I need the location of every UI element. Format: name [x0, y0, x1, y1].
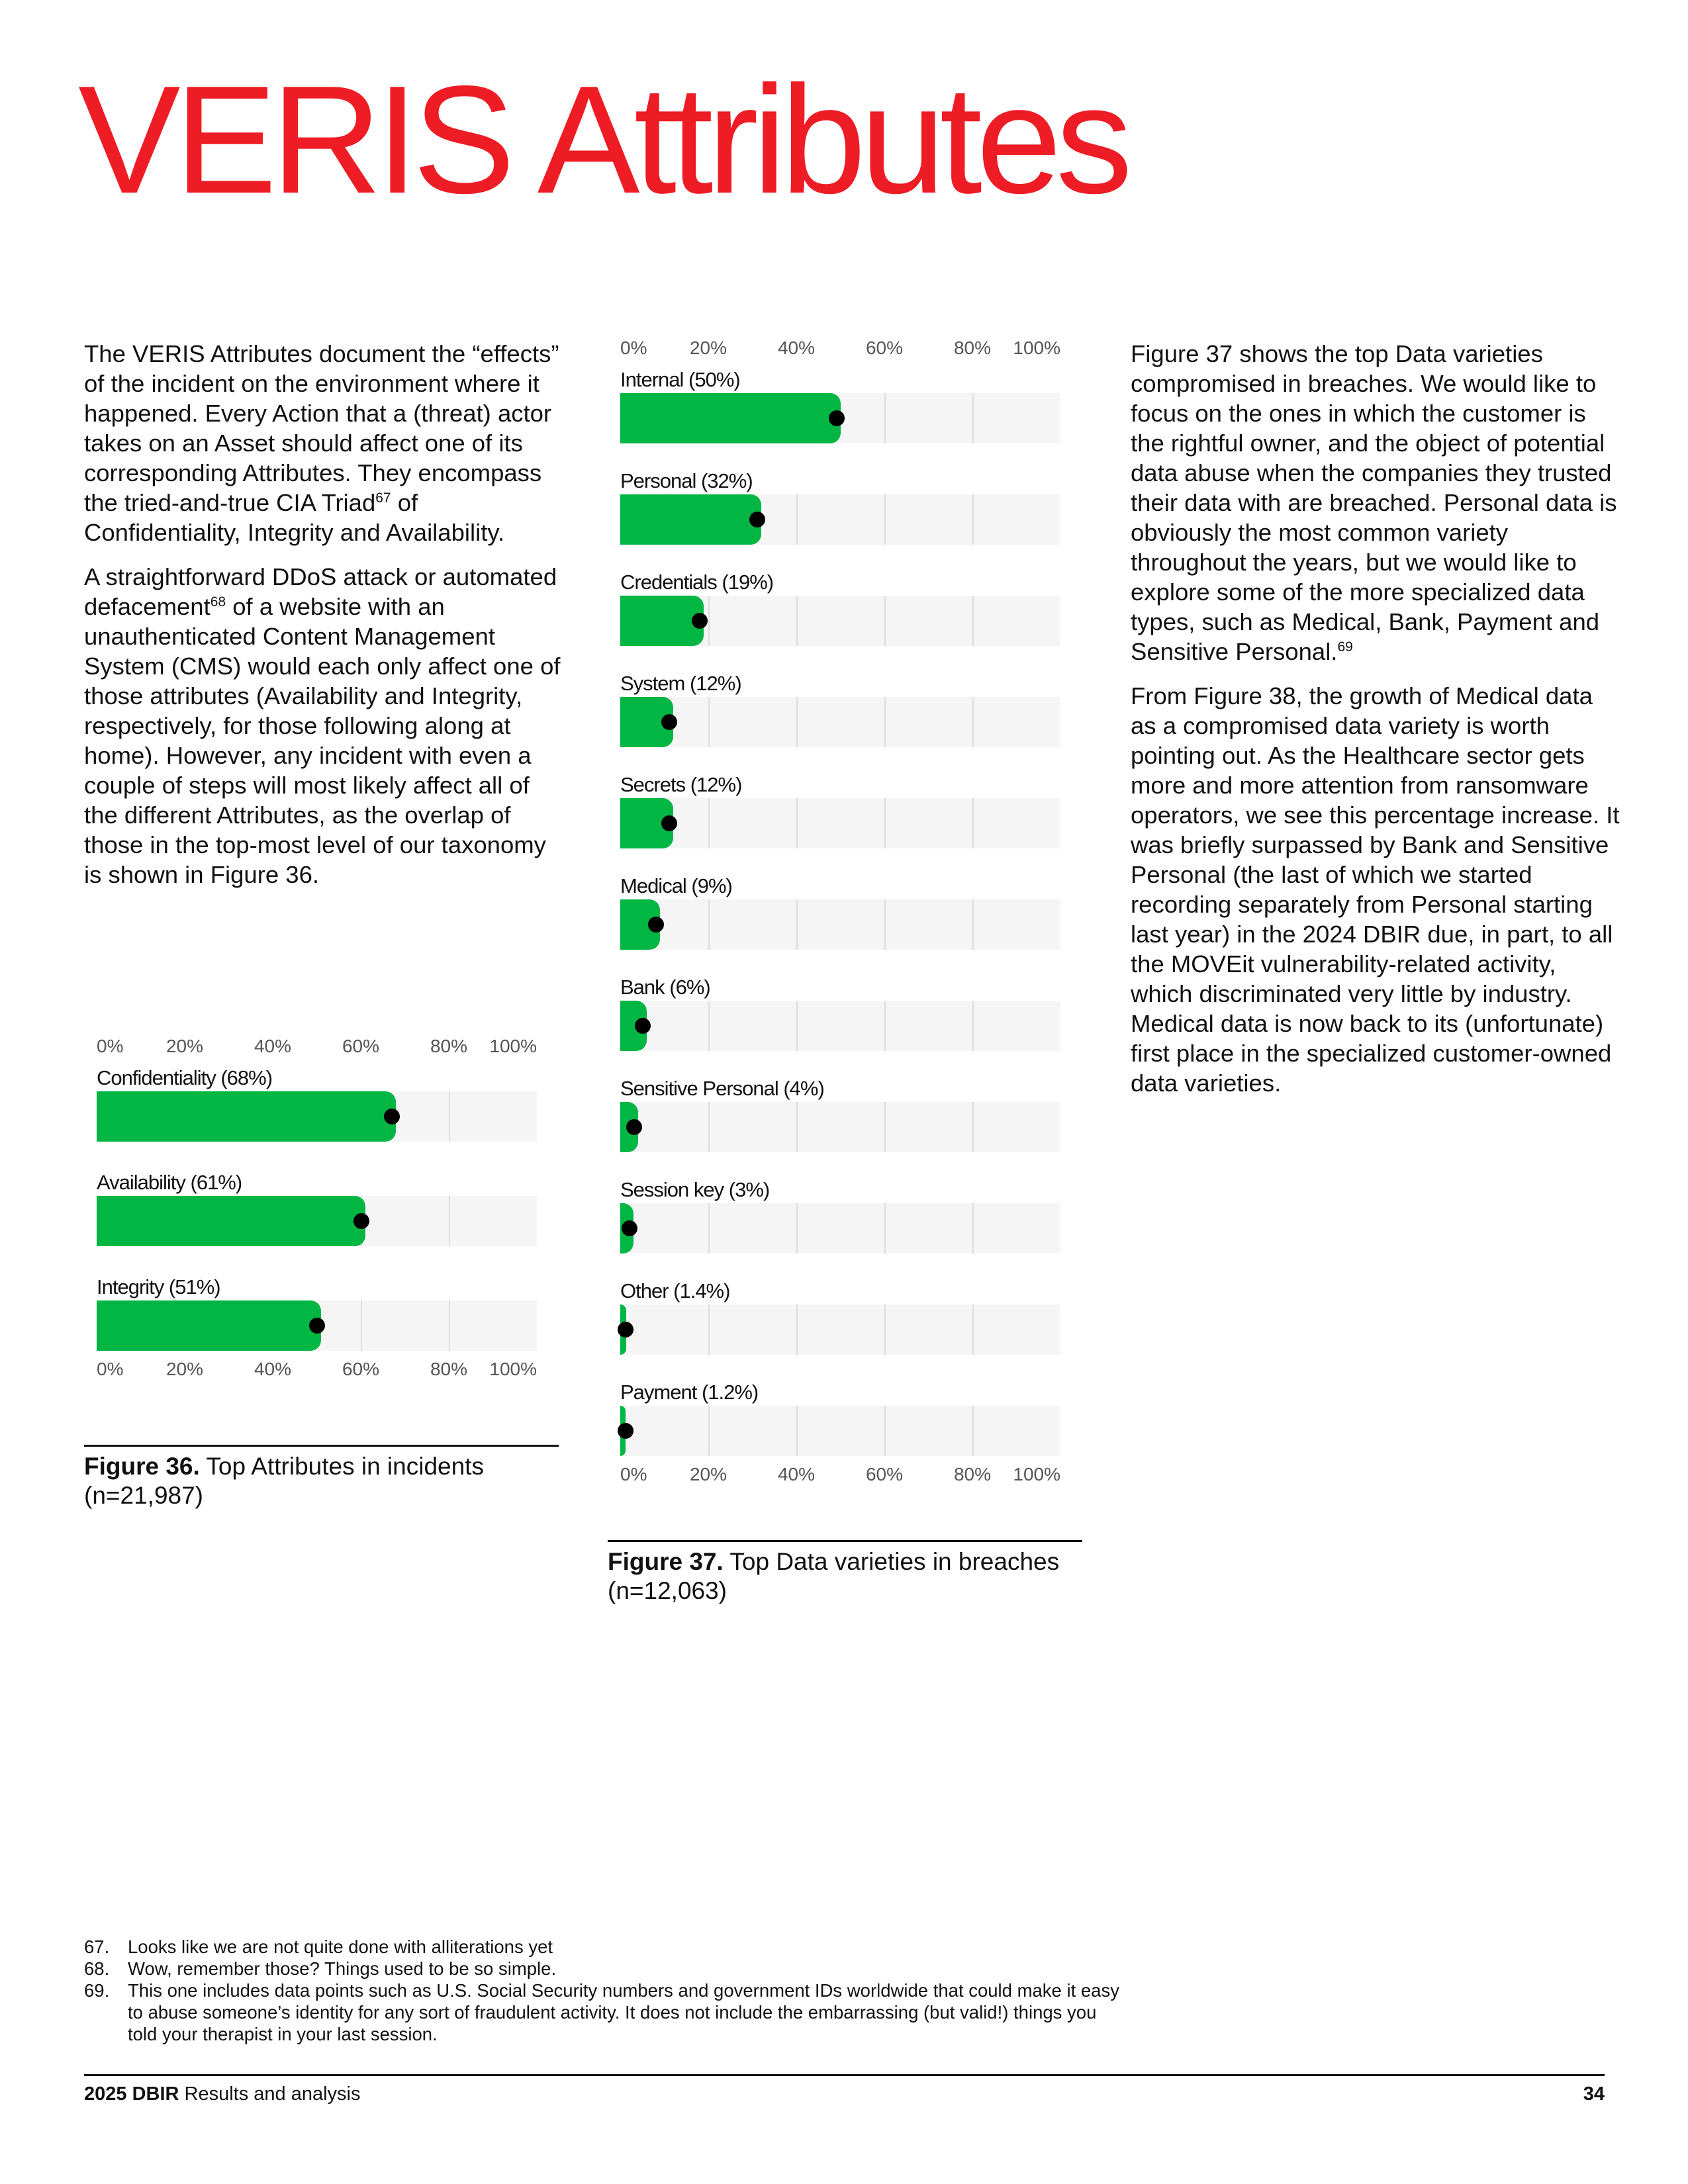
figure-36-chart — [97, 1036, 537, 1388]
x-tick-label: 80% — [953, 1464, 992, 1484]
left-paragraph — [84, 339, 561, 547]
value-marker — [661, 815, 677, 831]
figure-36-label: Figure 36. — [84, 1453, 200, 1480]
bar-row — [620, 569, 1060, 646]
bar-row — [97, 1169, 537, 1246]
x-tick-label: 80% — [430, 1359, 468, 1379]
x-tick-label: 100% — [489, 1036, 537, 1056]
x-tick-label: 100% — [489, 1359, 537, 1379]
x-tick-label: 20% — [165, 1036, 204, 1056]
bar-track — [620, 494, 1060, 545]
bar-row — [620, 1177, 1060, 1253]
bar-label: Internal (50%) — [620, 368, 740, 391]
page-number: 34 — [1583, 2083, 1605, 2105]
page-title: VERIS Attributes — [78, 54, 1127, 226]
paragraph-text: of a website with an unauthenticated Content Management System (CMS) would each only affect one of those attributes (Availability and Integrity, respectively, for those following along at home). However, any incident with even a couple of steps will most likely affect all of the different Attributes, as the overlap of those in the top-most level of our taxonomy is shown in Figure 36. — [84, 593, 561, 888]
x-tick-label: 100% — [1013, 338, 1060, 358]
bar-track — [620, 1203, 1060, 1253]
bar-label: Bank (6%) — [620, 976, 710, 999]
bar-track — [620, 1406, 1060, 1456]
bar-track — [620, 1001, 1060, 1051]
value-marker — [618, 1322, 633, 1338]
gridline — [972, 1001, 974, 1051]
gridline — [972, 697, 974, 747]
footnote-number: 69. — [84, 1980, 110, 2001]
footnote — [84, 1958, 1130, 1979]
bar-track — [620, 1304, 1060, 1355]
bar-row — [620, 670, 1060, 747]
bar-label: Confidentiality (68%) — [97, 1066, 273, 1089]
footnote-ref: 69 — [1337, 639, 1353, 655]
bar-label: Secrets (12%) — [620, 773, 742, 796]
value-marker — [749, 512, 765, 527]
value-marker — [384, 1109, 400, 1124]
x-tick-label: 80% — [430, 1036, 468, 1056]
footer-report-title — [84, 2083, 361, 2105]
gridline — [708, 1203, 710, 1253]
bar-track — [620, 393, 1060, 443]
x-tick-label: 40% — [254, 1359, 292, 1379]
gridline — [884, 494, 886, 545]
x-tick-label: 40% — [777, 1464, 816, 1484]
bar-track — [620, 697, 1060, 747]
value-marker — [622, 1220, 637, 1236]
bar-label: Sensitive Personal (4%) — [620, 1077, 824, 1100]
bar — [97, 1091, 396, 1142]
gridline — [708, 1001, 710, 1051]
x-tick-label: 0% — [97, 1036, 124, 1056]
value-marker — [309, 1318, 325, 1334]
bar-label: Other (1.4%) — [620, 1279, 730, 1302]
paragraph-text: of Confidentiality, Integrity and Availability. — [84, 489, 505, 546]
bar-label: System (12%) — [620, 672, 741, 695]
bar-row — [620, 974, 1060, 1051]
x-tick-label: 0% — [97, 1359, 124, 1379]
footnote-text: This one includes data points such as U.S. Social Security numbers and government IDs worldwide that could make it easy to abuse someone’s identity for any sort of fraudulent activity. It does not include the embarrassing (but valid!) things you told your therapist in your last session. — [128, 1980, 1119, 2044]
bar — [620, 393, 841, 443]
figure-37-rule — [608, 1540, 1082, 1542]
x-tick-label: 20% — [165, 1359, 204, 1379]
footnote-text: Wow, remember those? Things used to be so simple. — [128, 1958, 557, 1979]
gridline — [796, 1304, 798, 1355]
gridline — [972, 1406, 974, 1456]
bar-label: Personal (32%) — [620, 469, 753, 492]
value-marker — [635, 1018, 651, 1034]
x-axis-top — [620, 338, 1060, 367]
gridline — [972, 393, 974, 443]
x-tick-label: 100% — [1013, 1464, 1060, 1484]
gridline — [884, 596, 886, 646]
bar-label: Payment (1.2%) — [620, 1381, 759, 1404]
bar-track — [620, 1102, 1060, 1152]
x-tick-label: 40% — [777, 338, 816, 358]
paragraph-text: From Figure 38, the growth of Medical data as a compromised data variety is worth pointing out. As the Healthcare sector gets more and more attention from ransomware operators, we see this percentage increase. It was briefly surpassed by Bank and Sensitive Personal (the last of which we started recording separately from Personal starting last year) in the 2024 DBIR due, in part, to all the MOVEit vulnerability-related activity, which discriminated very little by industry. Medical data is now back to its (unfortunate) first place in the specialized customer-owned data varieties. — [1131, 682, 1620, 1097]
x-tick-label: 0% — [620, 338, 647, 358]
footnote-number: 67. — [84, 1936, 110, 1957]
x-axis-bottom — [620, 1464, 1060, 1493]
gridline — [708, 1102, 710, 1152]
gridline — [796, 697, 798, 747]
figure-37-chart — [620, 338, 1060, 1493]
bar — [97, 1196, 365, 1246]
gridline — [708, 1304, 710, 1355]
x-tick-label: 0% — [620, 1464, 647, 1484]
x-axis-top — [97, 1036, 537, 1065]
bar-track — [620, 596, 1060, 646]
figure-36-caption — [84, 1452, 574, 1510]
paragraph-text: A straightforward DDoS attack or automated defacement — [84, 563, 557, 620]
x-tick-label: 60% — [342, 1036, 380, 1056]
figure-37-caption-text: Top Data varieties in breaches (n=12,063) — [608, 1548, 1060, 1604]
footnote — [84, 1979, 1130, 2045]
bar-row — [620, 367, 1060, 443]
x-tick-label: 60% — [865, 1464, 904, 1484]
bar — [97, 1300, 321, 1351]
gridline — [708, 1406, 710, 1456]
gridline — [361, 1300, 362, 1351]
x-tick-label: 20% — [689, 1464, 727, 1484]
x-tick-label: 60% — [865, 338, 904, 358]
gridline — [708, 899, 710, 950]
gridline — [972, 1304, 974, 1355]
bar-row — [620, 873, 1060, 950]
figure-36-caption-text: Top Attributes in incidents (n=21,987) — [84, 1453, 484, 1509]
gridline — [884, 697, 886, 747]
footnote-number: 68. — [84, 1958, 110, 1979]
gridline — [796, 494, 798, 545]
left-paragraph — [84, 562, 561, 889]
footer-rule — [84, 2074, 1605, 2076]
gridline — [884, 393, 886, 443]
footnote-ref: 68 — [210, 594, 226, 610]
bar-track — [620, 899, 1060, 950]
figure-37-label: Figure 37. — [608, 1548, 724, 1575]
gridline — [708, 697, 710, 747]
right-paragraph — [1131, 339, 1620, 666]
gridline — [972, 494, 974, 545]
value-marker — [692, 613, 708, 629]
bar-track — [97, 1196, 537, 1246]
gridline — [796, 798, 798, 848]
bar-row — [97, 1065, 537, 1142]
gridline — [884, 1001, 886, 1051]
value-marker — [626, 1119, 642, 1135]
bar-label: Credentials (19%) — [620, 570, 774, 594]
footnotes — [84, 1936, 1130, 2045]
value-marker — [829, 410, 845, 426]
bar-label: Availability (61%) — [97, 1171, 242, 1194]
bar-row — [620, 468, 1060, 545]
bar-row — [620, 1278, 1060, 1355]
value-marker — [661, 714, 677, 730]
bar-track — [97, 1091, 537, 1142]
gridline — [796, 1001, 798, 1051]
gridline — [708, 798, 710, 848]
bar-row — [620, 1075, 1060, 1152]
gridline — [796, 899, 798, 950]
gridline — [796, 596, 798, 646]
footnote — [84, 1936, 1130, 1958]
right-paragraph — [1131, 681, 1620, 1098]
figure-36-rule — [84, 1445, 559, 1447]
gridline — [884, 1304, 886, 1355]
gridline — [796, 1406, 798, 1456]
gridline — [884, 1203, 886, 1253]
gridline — [449, 1091, 450, 1142]
bar-row — [97, 1274, 537, 1351]
bar-label: Session key (3%) — [620, 1178, 770, 1201]
paragraph-text: Figure 37 shows the top Data varieties compromised in breaches. We would like to focus on the ones in which the customer is the rightful owner, and the object of potential data abuse when the companies they trusted their data with are breached. Personal data is obviously the most common variety throughout the years, but we would like to explore some of the more specialized data types, such as Medical, Bank, Payment and Sensitive Personal. — [1131, 340, 1617, 665]
x-tick-label: 60% — [342, 1359, 380, 1379]
gridline — [972, 798, 974, 848]
footer-section: Results and analysis — [179, 2083, 361, 2105]
gridline — [796, 1203, 798, 1253]
x-tick-label: 20% — [689, 338, 727, 358]
bar-row — [620, 772, 1060, 848]
gridline — [972, 1203, 974, 1253]
paragraph-text: The VERIS Attributes document the “effects” of the incident on the environment where it happened. Every Action that a (threat) actor takes on an Asset should affect one of its corresponding Attributes. They encompass the tried-and-true CIA Triad — [84, 340, 559, 516]
gridline — [884, 899, 886, 950]
value-marker — [353, 1213, 369, 1229]
gridline — [449, 1196, 450, 1246]
gridline — [972, 1102, 974, 1152]
figure-37-caption — [608, 1547, 1098, 1606]
value-marker — [648, 917, 664, 933]
gridline — [972, 596, 974, 646]
gridline — [884, 1406, 886, 1456]
footnote-ref: 67 — [375, 490, 391, 506]
right-text-column — [1131, 339, 1620, 1113]
gridline — [884, 1102, 886, 1152]
gridline — [796, 1102, 798, 1152]
footnote-text: Looks like we are not quite done with alliterations yet — [128, 1936, 553, 1957]
x-axis-bottom — [97, 1359, 537, 1388]
gridline — [884, 798, 886, 848]
value-marker — [618, 1423, 633, 1439]
bar-track — [97, 1300, 537, 1351]
gridline — [708, 596, 710, 646]
gridline — [449, 1300, 450, 1351]
gridline — [972, 899, 974, 950]
bar-row — [620, 1379, 1060, 1456]
bar-label: Medical (9%) — [620, 874, 732, 897]
x-tick-label: 40% — [254, 1036, 292, 1056]
x-tick-label: 80% — [953, 338, 992, 358]
bar-label: Integrity (51%) — [97, 1275, 220, 1298]
bar-track — [620, 798, 1060, 848]
left-text-column — [84, 339, 561, 904]
bar — [620, 494, 761, 545]
footer-report: 2025 DBIR — [84, 2083, 179, 2105]
